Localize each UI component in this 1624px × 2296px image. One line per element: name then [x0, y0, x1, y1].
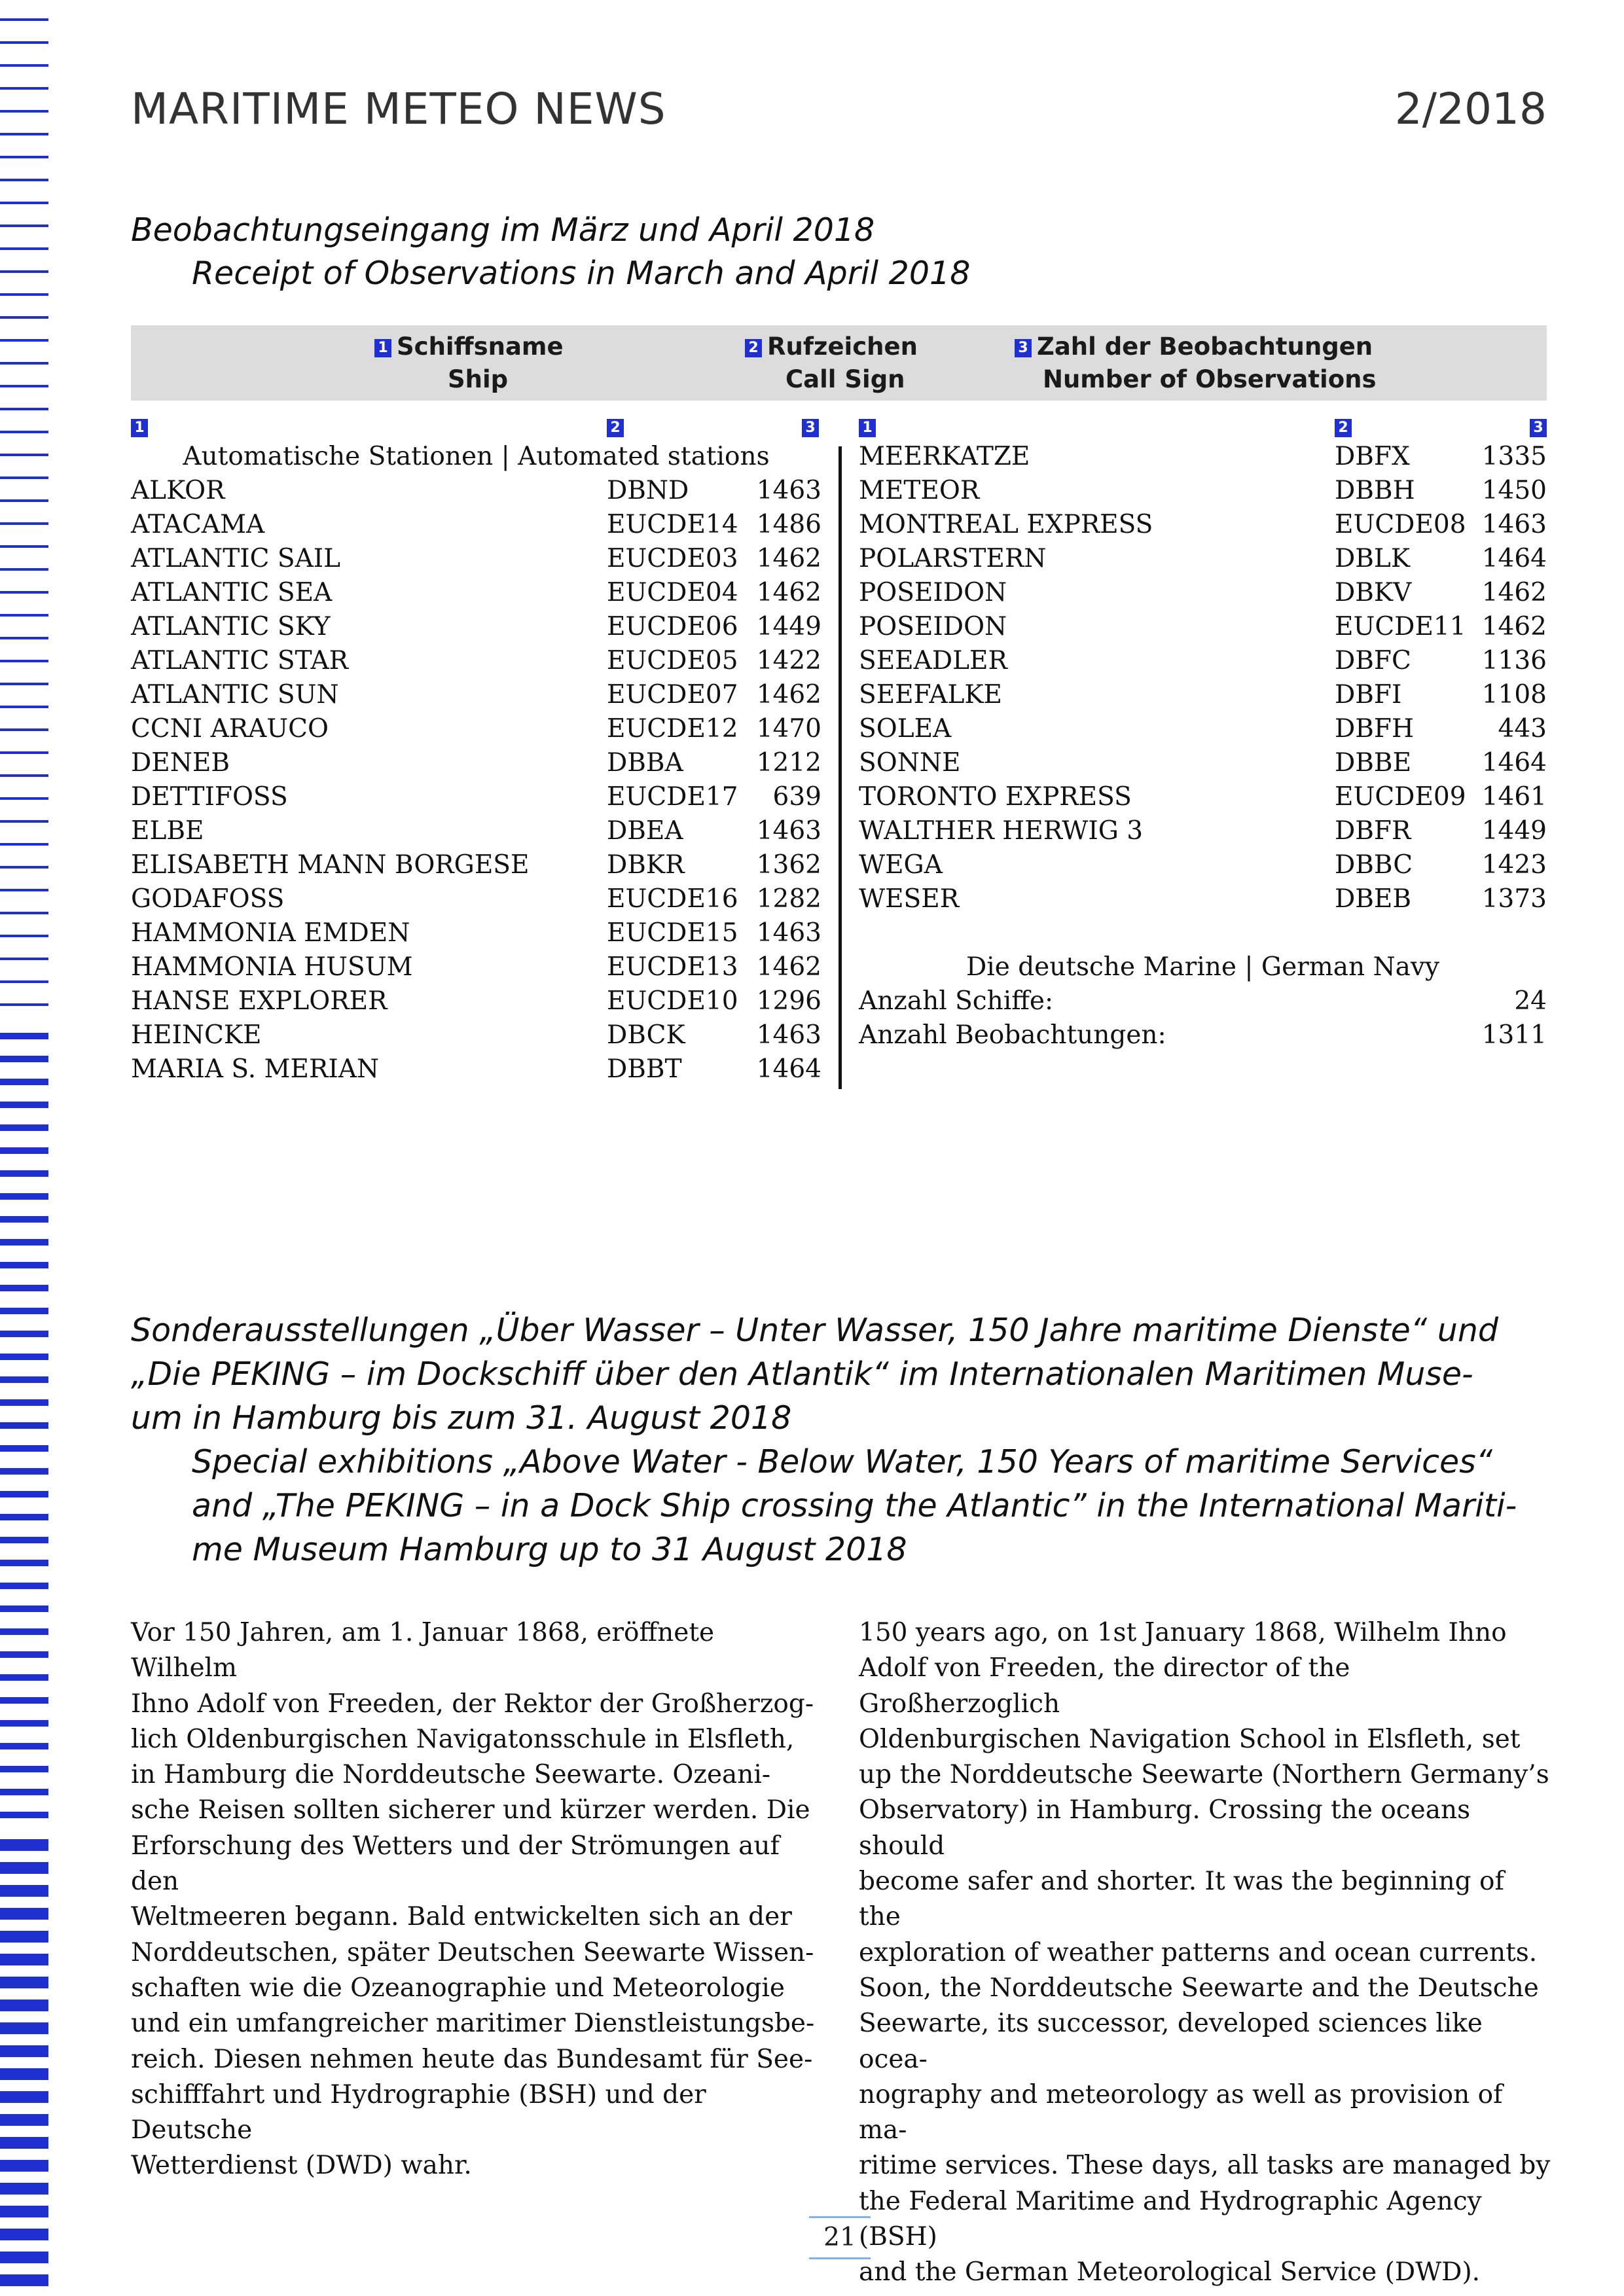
table-row	[859, 746, 1547, 780]
table-row	[131, 746, 821, 780]
call-sign: DBLK	[1335, 544, 1410, 573]
observation-count: 1449	[1481, 816, 1547, 846]
table-row	[859, 610, 1547, 644]
call-sign: EUCDE05	[607, 646, 738, 675]
call-sign: DBBC	[1335, 850, 1413, 880]
observation-count: 1422	[756, 646, 821, 675]
left-col-badge-ship: 1	[131, 419, 148, 437]
call-sign: EUCDE07	[607, 680, 738, 709]
ship-name: SEEADLER	[859, 646, 1007, 675]
ship-name: MONTREAL EXPRESS	[859, 510, 1153, 539]
table-row	[131, 474, 821, 508]
ship-name: WALTHER HERWIG 3	[859, 816, 1144, 846]
right-col-badge-obs: 3	[1530, 419, 1547, 437]
table-row	[859, 848, 1547, 882]
call-sign: DBEA	[607, 816, 683, 846]
column-number-badge: 2	[745, 339, 762, 357]
ship-name: POSEIDON	[859, 578, 1007, 607]
column-number-badge: 3	[1015, 339, 1032, 357]
observation-count: 1212	[756, 748, 821, 778]
ship-name: SEEFALKE	[859, 680, 1002, 709]
ship-name: GODAFOSS	[131, 884, 285, 914]
call-sign: EUCDE06	[607, 612, 738, 641]
table-row	[131, 882, 821, 916]
publication-title: MARITIME METEO NEWS	[131, 84, 666, 134]
table-row	[131, 814, 821, 848]
ship-name: CCNI ARAUCO	[131, 714, 329, 744]
observation-count: 1464	[1481, 544, 1547, 573]
ship-name: HEINCKE	[131, 1020, 262, 1050]
table-row	[859, 474, 1547, 508]
ship-name: ATLANTIC SEA	[131, 578, 333, 607]
observation-count: 1462	[756, 952, 821, 982]
call-sign: DBKR	[607, 850, 685, 880]
observation-count: 1486	[756, 510, 821, 539]
table-row	[131, 576, 821, 610]
body-text-english: 150 years ago, on 1st January 1868, Wilhelm Ihno Adolf von Freeden, the director of the Großherzoglich Oldenburgischen Navigation School in Elsfleth, set up the Norddeutsche Seewarte (Northern Germany’s Observatory) in Hamburg. Crossing the oceans should become safer and shorter. It was the beginning of the exploration of weather patterns and ocean currents. Soon, the Norddeutsche Seewarte and the Deutsche Seewarte, its successor, developed sciences like ocea- nography and meteorology as well as provision of ma- ritime services. These days, all tasks are managed by the Federal Maritime and Hydrographic Agency (BSH) and the German Meteorological Service (DWD).	[859, 1618, 1551, 2287]
ship-name: HAMMONIA HUSUM	[131, 952, 413, 982]
ship-name: ATLANTIC SKY	[131, 612, 331, 641]
call-sign: EUCDE04	[607, 578, 738, 607]
right-col-badge-ship: 1	[859, 419, 876, 437]
ship-name: POLARSTERN	[859, 544, 1047, 573]
observation-count: 1463	[756, 1020, 821, 1050]
ship-name: MARIA S. MERIAN	[131, 1054, 380, 1084]
table-row	[859, 542, 1547, 576]
observation-count: 1462	[756, 544, 821, 573]
table-row	[859, 678, 1547, 712]
decorative-stripe-band-bottom	[0, 1833, 48, 2296]
table-row	[131, 848, 821, 882]
call-sign: DBFR	[1335, 816, 1411, 846]
section1-title-en: Receipt of Observations in March and April 2018	[192, 255, 971, 292]
column-header-observations	[1015, 329, 1373, 365]
table-row	[131, 644, 821, 678]
column-header-label-de: Schiffsname	[397, 332, 564, 361]
table-row	[131, 1018, 821, 1052]
table-row	[131, 1052, 821, 1086]
navy-observation-count-label: Anzahl Beobachtungen:	[859, 1020, 1166, 1050]
ship-name: HANSE EXPLORER	[131, 986, 388, 1016]
table-column-divider	[839, 446, 842, 1089]
observation-count: 1462	[1481, 612, 1547, 641]
table-row	[131, 780, 821, 814]
table-row	[131, 712, 821, 746]
observation-count: 639	[772, 782, 821, 812]
section2-title-en-line2: and „The PEKING – in a Dock Ship crossing the Atlantic” in the International Mariti-	[192, 1487, 1517, 1524]
observation-count: 443	[1498, 714, 1547, 744]
ship-name: METEOR	[859, 476, 980, 505]
table-row	[859, 576, 1547, 610]
observation-count: 1423	[1481, 850, 1547, 880]
left-col-badge-obs: 3	[802, 419, 819, 437]
call-sign: EUCDE14	[607, 510, 738, 539]
call-sign: DBFX	[1335, 442, 1410, 471]
german-navy-subhead: Die deutsche Marine | German Navy	[965, 952, 1439, 982]
column-header-label-de: Zahl der Beobachtungen	[1037, 332, 1373, 361]
body-text-german: Vor 150 Jahren, am 1. Januar 1868, eröffnete Wilhelm Ihno Adolf von Freeden, der Rektor der Großherzog- lich Oldenburgischen Navigatonsschule in Elsfleth, in Hamburg die Norddeutsche Seewarte. Ozeani- sche Reisen sollten sicherer und kürzer werden. Die Erforschung des Wetters und der Strömungen auf den Weltmeeren begann. Bald entwickelten sich an der Norddeutschen, später Deutschen Seewarte Wissen- schaften wie die Ozeanographie und Meteorologie und ein umfangreicher maritimer Dienstleistungsbe- reich. Diesen nehmen heute das Bundesamt für See- schifffahrt und Hydrographie (BSH) und der Deutsche Wetterdienst (DWD) wahr.	[131, 1618, 815, 2181]
call-sign: DBBH	[1335, 476, 1415, 505]
call-sign: EUCDE13	[607, 952, 738, 982]
ship-name: ATLANTIC SAIL	[131, 544, 341, 573]
ship-name: WESER	[859, 884, 960, 914]
observation-count: 1463	[1481, 510, 1547, 539]
call-sign: DBND	[607, 476, 689, 505]
observation-count: 1373	[1481, 884, 1547, 914]
ship-name: SONNE	[859, 748, 961, 778]
observation-count: 1449	[756, 612, 821, 641]
call-sign: DBKV	[1335, 578, 1412, 607]
column-header-ship	[374, 329, 564, 365]
table-row	[131, 916, 821, 950]
section2-title-en-line1: Special exhibitions „Above Water - Below Water, 150 Years of maritime Services“	[192, 1443, 1493, 1480]
call-sign: EUCDE16	[607, 884, 738, 914]
call-sign: DBBE	[1335, 748, 1412, 778]
observation-count: 1335	[1481, 442, 1547, 471]
table-row	[859, 780, 1547, 814]
navy-ship-count-row	[859, 984, 1547, 1018]
observation-count: 1296	[756, 986, 821, 1016]
observation-count: 1108	[1481, 680, 1547, 709]
issue-number: 2/2018	[1394, 84, 1547, 134]
call-sign: EUCDE10	[607, 986, 738, 1016]
ship-name: ATLANTIC SUN	[131, 680, 339, 709]
column-header-call-sign	[745, 329, 918, 365]
call-sign: EUCDE08	[1335, 510, 1466, 539]
observation-count: 1464	[756, 1054, 821, 1084]
table-row	[859, 644, 1547, 678]
call-sign: DBEB	[1335, 884, 1412, 914]
call-sign: EUCDE12	[607, 714, 738, 744]
section1-title-de: Beobachtungseingang im März und April 2018	[131, 211, 875, 249]
table-spacer	[859, 916, 1547, 950]
call-sign: EUCDE15	[607, 918, 738, 948]
observation-count: 1462	[756, 578, 821, 607]
automated-stations-subhead: Automatische Stationen | Automated stations	[183, 442, 770, 471]
ship-name: SOLEA	[859, 714, 952, 744]
column-header-observations-en: Number of Observations	[1043, 365, 1377, 393]
call-sign: DBFC	[1335, 646, 1411, 675]
observation-count: 1282	[756, 884, 821, 914]
call-sign: EUCDE09	[1335, 782, 1466, 812]
table-header	[131, 325, 1547, 401]
page-number: 21	[809, 2216, 871, 2259]
section2-title-de-line2: „Die PEKING – im Dockschiff über den Atlantik“ im Internationalen Maritimen Muse-	[131, 1355, 1473, 1393]
ship-name: ELISABETH MANN BORGESE	[131, 850, 530, 880]
right-observations-table	[859, 440, 1547, 1052]
navy-observation-count-value: 1311	[1481, 1020, 1547, 1050]
ship-name: ELBE	[131, 816, 204, 846]
table-row	[131, 610, 821, 644]
observation-count: 1462	[756, 680, 821, 709]
ship-name: DENEB	[131, 748, 230, 778]
call-sign: EUCDE17	[607, 782, 738, 812]
observation-count: 1470	[756, 714, 821, 744]
call-sign: DBBA	[607, 748, 683, 778]
section2-title-en-line3: me Museum Hamburg up to 31 August 2018	[192, 1531, 907, 1568]
ship-name: TORONTO EXPRESS	[859, 782, 1132, 812]
call-sign: DBBT	[607, 1054, 682, 1084]
ship-name: DETTIFOSS	[131, 782, 288, 812]
table-row	[131, 984, 821, 1018]
left-col-badge-call: 2	[607, 419, 624, 437]
call-sign: EUCDE03	[607, 544, 738, 573]
column-header-ship-en: Ship	[448, 365, 509, 393]
call-sign: EUCDE11	[1335, 612, 1466, 641]
call-sign: DBCK	[607, 1020, 685, 1050]
table-row	[859, 508, 1547, 542]
table-row	[131, 542, 821, 576]
observation-count: 1462	[1481, 578, 1547, 607]
table-row	[131, 678, 821, 712]
left-observations-table	[131, 440, 821, 1086]
table-row	[859, 712, 1547, 746]
ship-name: ATACAMA	[131, 510, 265, 539]
ship-name: WEGA	[859, 850, 943, 880]
observation-count: 1450	[1481, 476, 1547, 505]
section2-title-de-line1: Sonderausstellungen „Über Wasser – Unter Wasser, 150 Jahre maritime Dienste“ und	[131, 1312, 1498, 1349]
observation-count: 1461	[1481, 782, 1547, 812]
observation-count: 1463	[756, 476, 821, 505]
ship-name: HAMMONIA EMDEN	[131, 918, 410, 948]
right-col-badge-call: 2	[1335, 419, 1352, 437]
observation-count: 1136	[1481, 646, 1547, 675]
observation-count: 1362	[756, 850, 821, 880]
call-sign: DBFH	[1335, 714, 1414, 744]
column-number-badge: 1	[374, 339, 391, 357]
observation-count: 1463	[756, 918, 821, 948]
navy-ship-count-value: 24	[1514, 986, 1547, 1016]
section2-title-de-line3: um in Hamburg bis zum 31. August 2018	[131, 1399, 792, 1437]
table-row	[859, 882, 1547, 916]
observation-count: 1464	[1481, 748, 1547, 778]
call-sign: DBFI	[1335, 680, 1402, 709]
column-header-call-sign-en: Call Sign	[785, 365, 905, 393]
table-row	[131, 508, 821, 542]
ship-name: ALKOR	[131, 476, 225, 505]
ship-name: POSEIDON	[859, 612, 1007, 641]
table-row	[131, 950, 821, 984]
navy-observation-count-row	[859, 1018, 1547, 1052]
observation-count: 1463	[756, 816, 821, 846]
navy-ship-count-label: Anzahl Schiffe:	[859, 986, 1054, 1016]
column-header-label-de: Rufzeichen	[767, 332, 918, 361]
ship-name: ATLANTIC STAR	[131, 646, 349, 675]
ship-name: MEERKATZE	[859, 442, 1030, 471]
table-row	[859, 440, 1547, 474]
table-row	[859, 814, 1547, 848]
